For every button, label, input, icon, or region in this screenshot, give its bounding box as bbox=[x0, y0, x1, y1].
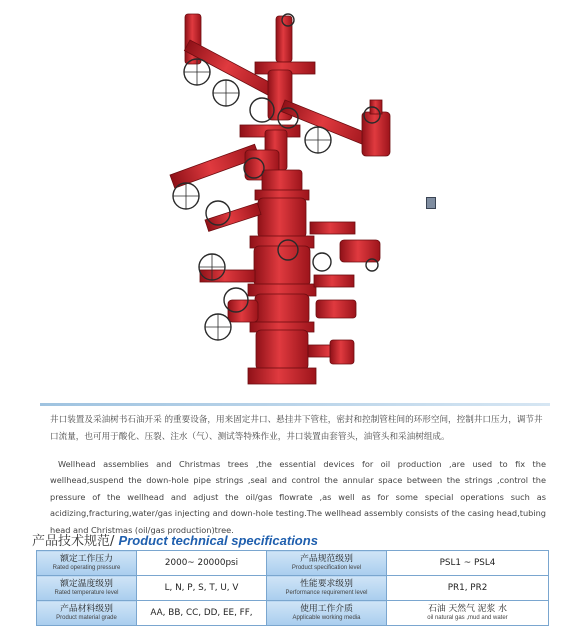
intro-english: Wellhead assemblies and Christmas trees ,the essential devices for oil production ,are used to fix the wellhead,suspend the down-hole pipe strings ,seal and control the annular space between the strings ,control the pressure of the wellhead and adjust the oil/gas flowrate ,as well as for some special operations such as acidizing,fracturing,water/gas injecting and down-hole testing.The wellhead assembly consists of the casing head,tubing head and Christmas (oil/gas production)tree. bbox=[50, 459, 546, 535]
spec-value: PSL1 ~ PSL4 bbox=[387, 551, 549, 576]
spec-table bbox=[36, 550, 549, 626]
spec-label: 产品材料级别 Product material grade bbox=[37, 601, 137, 626]
table-row bbox=[37, 576, 549, 601]
scroll-marker-icon[interactable] bbox=[426, 197, 436, 209]
spec-label: 性能要求级别 Performance requirement level bbox=[267, 576, 387, 601]
spec-section-title bbox=[32, 530, 318, 549]
spec-label: 额定温度级别 Rated temperature level bbox=[37, 576, 137, 601]
spec-label: 产品规范级别 Product specification level bbox=[267, 551, 387, 576]
section-divider bbox=[40, 403, 550, 406]
table-row bbox=[37, 551, 549, 576]
spec-value: 石油 天然气 泥浆 水 oil natural gas ,mud and water bbox=[387, 601, 549, 626]
spec-title-en: Product technical specifications bbox=[118, 533, 318, 548]
spec-value: 2000~ 20000psi bbox=[137, 551, 267, 576]
spec-label: 额定工作压力 Rated operating pressure bbox=[37, 551, 137, 576]
intro-chinese: 井口装置及采油树书石油开采 的重要设备，用来固定井口、悬挂井下管柱，密封和控制管柱间的环形空间，控制井口压力，调节井口流量，也可用于酸化、压裂、注水（气）、测试等特殊作业，井口装置由套管头，油管头和采油树组成。 bbox=[50, 415, 543, 442]
spec-label: 使用工作介质 Applicable working media bbox=[267, 601, 387, 626]
spec-title-cn: 产品技术规范/ bbox=[32, 534, 115, 549]
spec-value: L, N, P, S, T, U, V bbox=[137, 576, 267, 601]
spec-value: AA, BB, CC, DD, EE, FF, bbox=[137, 601, 267, 626]
table-row bbox=[37, 601, 549, 626]
spec-value: PR1, PR2 bbox=[387, 576, 549, 601]
